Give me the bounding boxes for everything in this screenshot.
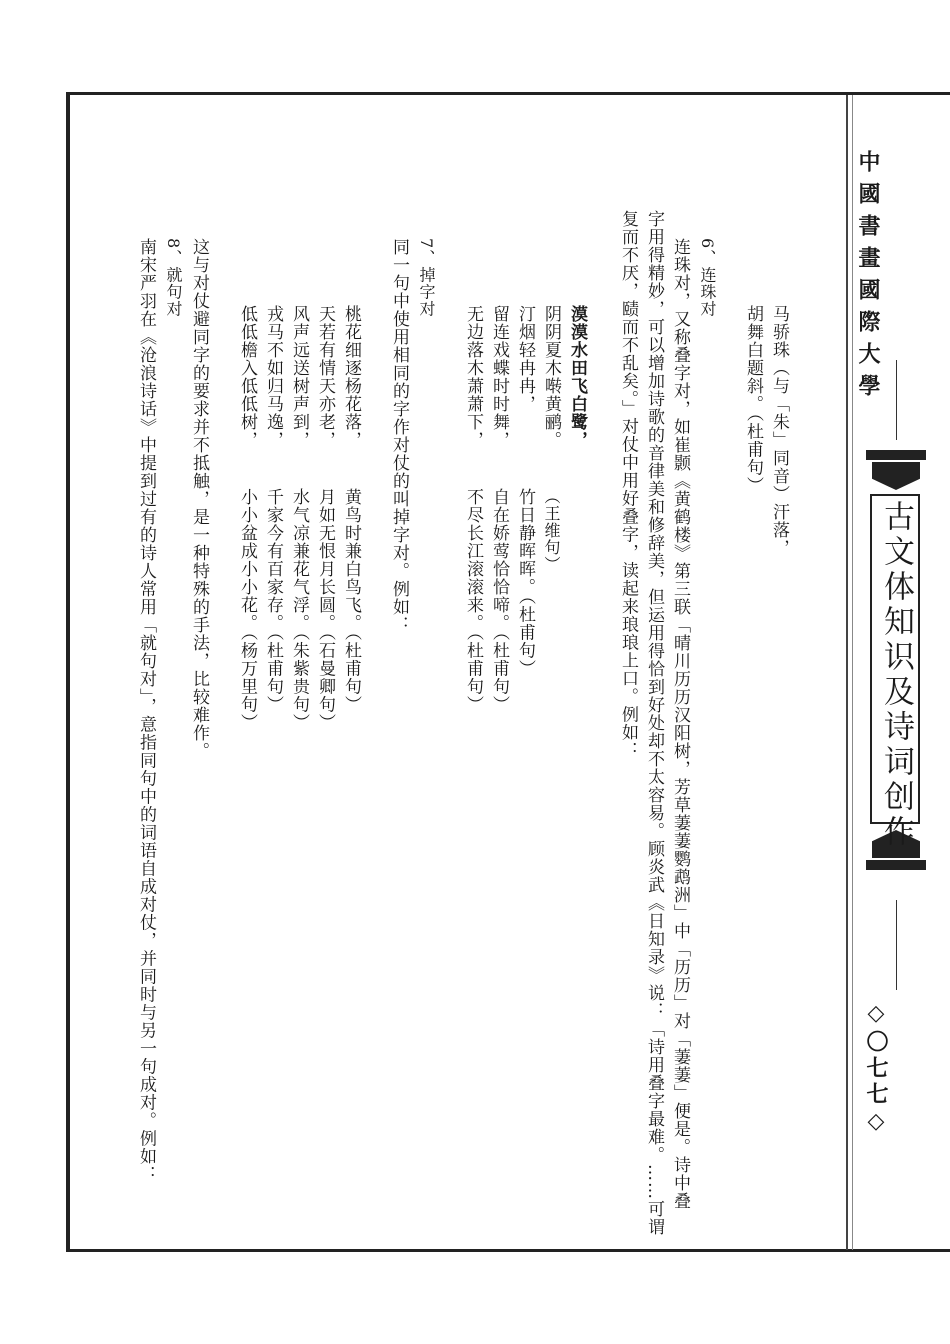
sidebar-divider bbox=[846, 95, 848, 1250]
poem-line: 水气凉兼花气浮。（朱紫贵句） bbox=[289, 488, 309, 732]
text-column: 同一句中使用相同的字作对仗的叫掉字对。例如： bbox=[389, 238, 409, 634]
poem-line: 自在娇莺恰恰啼。（杜甫句） bbox=[489, 488, 509, 714]
text-column: 胡舞白题斜。（杜甫句） bbox=[743, 305, 763, 495]
poem-line: 无边落木萧萧下， bbox=[463, 305, 483, 449]
poem-line: 千家今有百家存。（杜甫句） bbox=[263, 488, 283, 714]
text-column: 马骄珠（与「朱」同音）汗落， bbox=[769, 305, 789, 557]
poem-line: 留连戏蝶时时舞， bbox=[489, 305, 509, 449]
poem-line: 漠漠水田飞白鹭， bbox=[567, 305, 587, 449]
banner-bar-top bbox=[866, 450, 926, 460]
poem-line: 戎马不如归马逸， bbox=[263, 305, 283, 449]
text-column: 连珠对，又称叠字对，如崔颢《黄鹤楼》第三联「晴川历历汉阳树，芳草萋萋鹦鹉洲」中「历历」对「萋萋」便是。诗中叠 bbox=[670, 238, 690, 1210]
sidebar-rule-upper bbox=[896, 360, 897, 440]
banner-bar-bottom bbox=[866, 860, 926, 870]
poem-line: 阴阴夏木啭黄鹂。 bbox=[541, 305, 561, 449]
school-name: 中國書畫國際大學 bbox=[855, 150, 881, 406]
poem-line: 风声远送树声到， bbox=[289, 305, 309, 449]
poem-line: 低低檐入低低树， bbox=[237, 305, 257, 449]
section-heading: 7、掉字对 bbox=[417, 238, 436, 318]
poem-source: （王维句） bbox=[542, 488, 561, 573]
poem-line: 小小盆成小小花。（杨万里句） bbox=[237, 488, 257, 732]
sidebar-rule-lower bbox=[896, 900, 897, 990]
book-title: 古文体知识及诗词创作 bbox=[878, 500, 914, 850]
poem-line: 不尽长江滚滚来。（杜甫句） bbox=[463, 488, 483, 714]
poem-line: 桃花细逐杨花落， bbox=[341, 305, 361, 449]
poem-line: 黄鸟时兼白鸟飞。（杜甫句） bbox=[341, 488, 361, 714]
poem-line: 汀烟轻冉冉， bbox=[515, 305, 535, 413]
page-number: ◇〇七七◇ bbox=[863, 1000, 889, 1138]
text-column: 这与对仗避同字的要求并不抵触，是一种特殊的手法，比较难作。 bbox=[189, 238, 209, 760]
book-title-banner bbox=[866, 450, 926, 870]
section-heading: 8、就句对 bbox=[164, 238, 183, 318]
poem-line: 竹日静晖晖。（杜甫句） bbox=[515, 488, 535, 678]
text-column: 复而不厌，赜而不乱矣。」对仗中用好叠字，读起来琅琅上口。例如： bbox=[618, 210, 638, 760]
poem-line: 月如无恨月长圆。（石曼卿句） bbox=[315, 488, 335, 732]
banner-cap-top bbox=[872, 462, 920, 490]
section-heading: 6、连珠对 bbox=[698, 238, 717, 318]
text-column: 字用得精妙，可以增加诗歌的音律美和修辞美，但运用得恰到好处却不太容易。顾炎武《日知录》说：「诗用叠字最难。……可谓 bbox=[644, 210, 664, 1236]
text-column: 南宋严羽在《沧浪诗话》中提到过有的诗人常用「就句对」，意指同句中的词语自成对仗，并同时与另一句成对。例如： bbox=[136, 238, 156, 1184]
poem-line: 天若有情天亦老， bbox=[315, 305, 335, 449]
